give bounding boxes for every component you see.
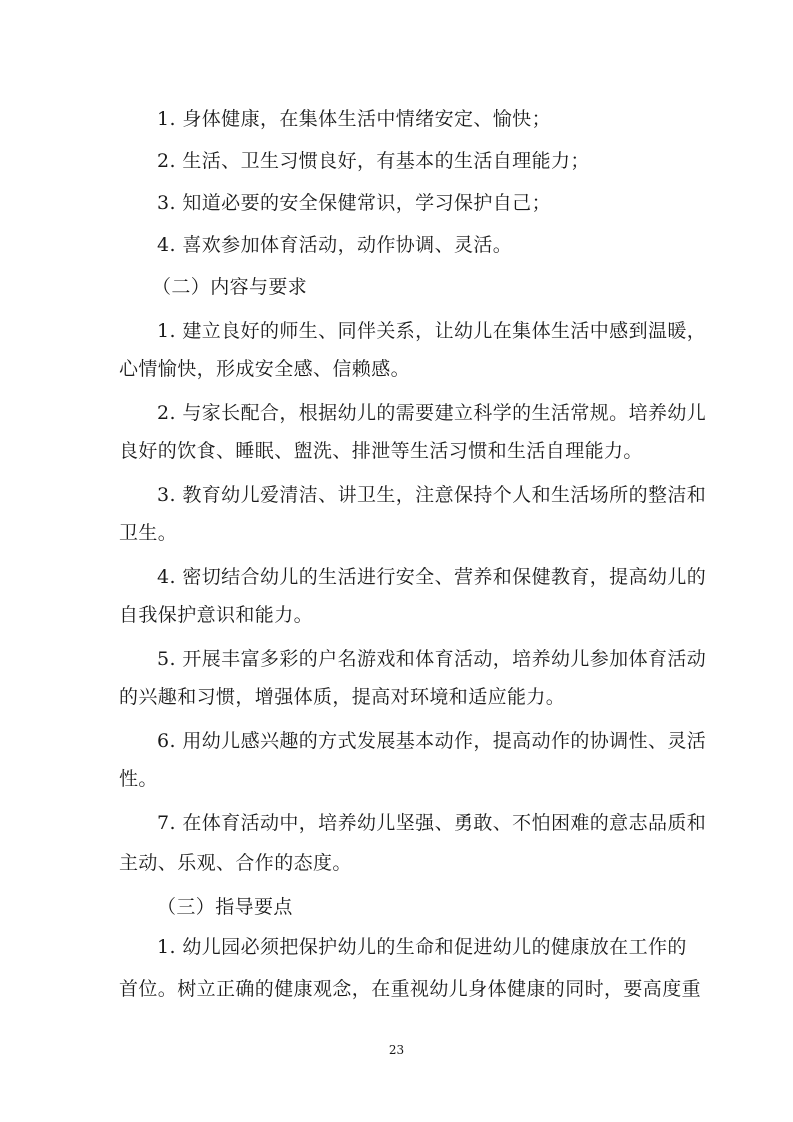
text-line: 4. 喜欢参加体育活动，动作协调、灵活。 <box>157 234 513 256</box>
text-line: 首位。树立正确的健康观念，在重视幼儿身体健康的同时，要高度重 <box>119 978 702 1000</box>
text-line: 2. 与家长配合，根据幼儿的需要建立科学的生活常规。培养幼儿 <box>157 402 707 424</box>
text-line: 3. 知道必要的安全保健常识，学习保护自己； <box>157 192 551 214</box>
text-line: 卫生。 <box>119 522 178 544</box>
section-heading: （三）指导要点 <box>157 896 293 918</box>
text-line: 7. 在体育活动中，培养幼儿坚强、勇敢、不怕困难的意志品质和 <box>157 812 707 834</box>
text-line: 2. 生活、卫生习惯良好，有基本的生活自理能力； <box>157 150 590 172</box>
text-line: 1. 身体健康，在集体生活中情绪安定、愉快； <box>157 108 551 130</box>
text-line: 6. 用幼儿感兴趣的方式发展基本动作，提高动作的协调性、灵活 <box>157 730 707 752</box>
text-line: 4. 密切结合幼儿的生活进行安全、营养和保健教育，提高幼儿的 <box>157 566 707 588</box>
text-line: 心情愉快，形成安全感、信赖感。 <box>119 358 411 380</box>
text-line: 性。 <box>119 768 158 790</box>
section-heading: （二）内容与要求 <box>152 276 308 298</box>
text-line: 自我保护意识和能力。 <box>119 604 314 626</box>
page-number: 23 <box>388 1043 405 1057</box>
text-line: 5. 开展丰富多彩的户名游戏和体育活动，培养幼儿参加体育活动 <box>157 648 707 670</box>
text-line: 的兴趣和习惯，增强体质，提高对环境和适应能力。 <box>119 686 566 708</box>
text-line: 3. 教育幼儿爱清洁、讲卫生，注意保持个人和生活场所的整洁和 <box>157 484 707 506</box>
text-line: 良好的饮食、睡眠、盥洗、排泄等生活习惯和生活自理能力。 <box>119 440 643 462</box>
text-line: 主动、乐观、合作的态度。 <box>119 852 352 874</box>
text-line: 1. 幼儿园必须把保护幼儿的生命和促进幼儿的健康放在工作的 <box>157 936 687 958</box>
text-line: 1. 建立良好的师生、同伴关系，让幼儿在集体生活中感到温暖， <box>157 320 707 342</box>
